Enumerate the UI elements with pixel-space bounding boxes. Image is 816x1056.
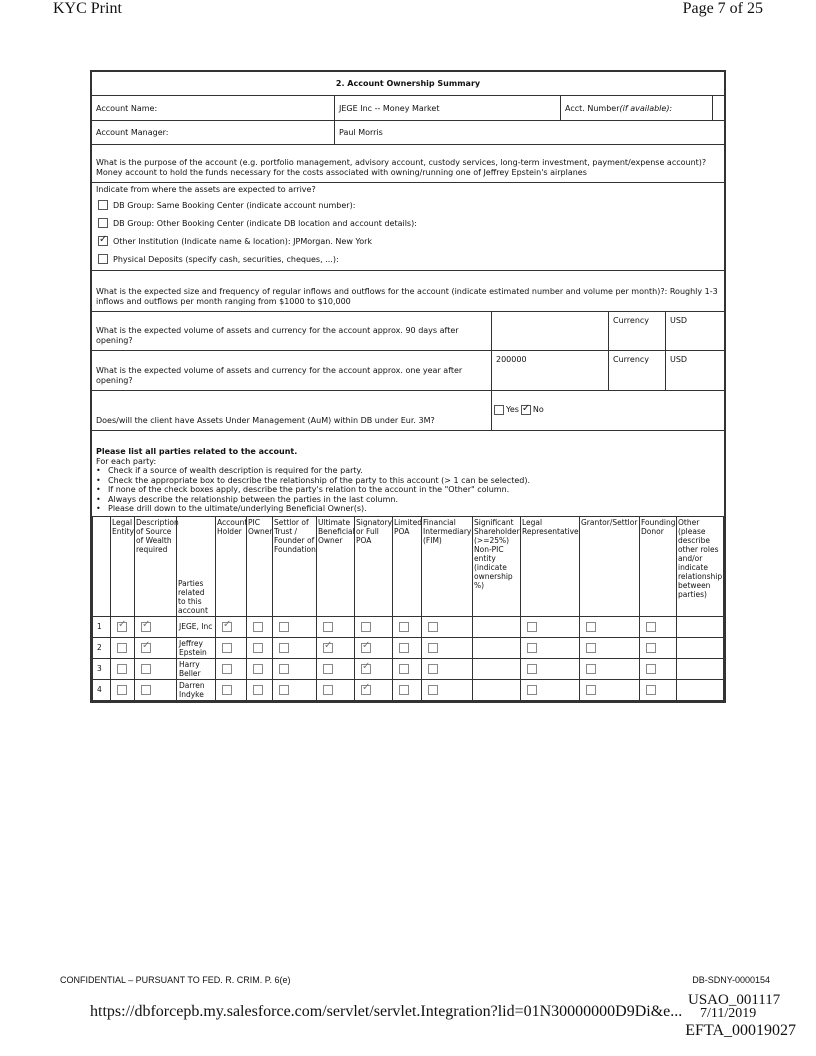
col-legal-rep: Legal Representative: [521, 516, 580, 616]
legal_rep-cell: [521, 616, 580, 637]
col-limited-poa: Limited POA: [393, 516, 422, 616]
checkbox[interactable]: [586, 643, 596, 653]
account_holder-cell: [216, 616, 247, 637]
checkbox[interactable]: [646, 643, 656, 653]
account-manager-row: [92, 121, 724, 145]
account-manager-label: Account Manager:: [92, 121, 335, 144]
checkbox[interactable]: [646, 685, 656, 695]
party-name: Harry Beller: [177, 658, 216, 679]
legal_rep-cell: [521, 658, 580, 679]
checkbox[interactable]: [361, 664, 371, 674]
asset-source-label: DB Group: Same Booking Center (indicate account number):: [113, 200, 356, 210]
checkbox[interactable]: [323, 664, 333, 674]
other-cell: [677, 679, 724, 700]
volume-1y-value[interactable]: 200000: [492, 351, 609, 390]
parties-intro: For each party:: [96, 456, 157, 466]
ubo-cell: [317, 658, 355, 679]
col-parties: Parties related to this account: [177, 516, 216, 616]
checkbox[interactable]: [141, 643, 151, 653]
volume-90-fields: [491, 312, 724, 350]
checkbox[interactable]: [646, 664, 656, 674]
pic_owner-cell: [247, 658, 273, 679]
row-number: 3: [93, 658, 111, 679]
checkbox[interactable]: [279, 643, 289, 653]
checkbox[interactable]: [399, 643, 409, 653]
legal_entity-cell: [111, 637, 135, 658]
settlor-cell: [273, 658, 317, 679]
efta-number: EFTA_00019027: [685, 1022, 796, 1039]
limited_poa-cell: [393, 679, 422, 700]
founding_donor-cell: [640, 658, 677, 679]
table-header-row: [93, 516, 724, 616]
checkbox[interactable]: [253, 643, 263, 653]
asset-source-same-booking[interactable]: [92, 196, 724, 214]
checkbox[interactable]: [323, 685, 333, 695]
party-name: JEGE, Inc: [177, 616, 216, 637]
checkbox[interactable]: [586, 685, 596, 695]
account_holder-cell: [216, 637, 247, 658]
checkbox[interactable]: [117, 664, 127, 674]
checkbox[interactable]: [117, 622, 127, 632]
shareholder-cell: [473, 616, 521, 637]
account-ownership-form: [90, 70, 726, 703]
volume-90-row: [92, 311, 724, 351]
ubo-cell: [317, 637, 355, 658]
aum-question: Does/will the client have Assets Under Management (AuM) within DB under Eur. 3M?: [96, 416, 435, 425]
asset-origin-row: [92, 183, 724, 271]
asset-source-other-booking[interactable]: [92, 214, 724, 232]
checkbox[interactable]: [141, 664, 151, 674]
instruction-item: • Check if a source of wealth description is required for the party.: [96, 466, 720, 476]
row-number: 4: [93, 679, 111, 700]
aum-yes-label: Yes: [506, 405, 519, 414]
col-shareholder: Significant Shareholder (>=25%) Non-PIC entity (indicate ownership %): [473, 516, 521, 616]
page-number: Page 7 of 25: [682, 0, 763, 17]
aum-options: [491, 391, 724, 430]
aum-no-label: No: [532, 405, 544, 414]
limited_poa-cell: [393, 658, 422, 679]
sow-cell: [135, 679, 177, 700]
checkbox[interactable]: [428, 685, 438, 695]
acct-number-label-text: Acct. Number: [565, 103, 620, 113]
col-legal-entity: Legal Entity: [111, 516, 135, 616]
checkbox[interactable]: [253, 664, 263, 674]
checkbox[interactable]: [323, 622, 333, 632]
instruction-item: • Please drill down to the ultimate/underlying Beneficial Owner(s).: [96, 504, 720, 514]
account-manager-value: Paul Morris: [339, 128, 383, 137]
legal_entity-cell: [111, 616, 135, 637]
volume-90-value[interactable]: [492, 312, 609, 350]
bates-number: DB-SDNY-0000154: [692, 975, 770, 985]
fim-cell: [422, 658, 473, 679]
col-pic-owner: PIC Owner: [247, 516, 273, 616]
checkbox[interactable]: [279, 664, 289, 674]
grantor-cell: [580, 658, 640, 679]
account-name-label: Account Name:: [92, 96, 335, 120]
grantor-cell: [580, 637, 640, 658]
pic_owner-cell: [247, 616, 273, 637]
account-name-row: [92, 96, 724, 121]
instruction-item: • If none of the check boxes apply, describe the party's relation to the account in the "Other" column.: [96, 485, 720, 495]
checkbox[interactable]: [253, 685, 263, 695]
aum-no-checkbox[interactable]: [521, 405, 531, 415]
table-row: [93, 637, 724, 658]
row-number: 2: [93, 637, 111, 658]
volume-90-currency-label: Currency: [609, 312, 666, 350]
grantor-cell: [580, 679, 640, 700]
purpose-question: What is the purpose of the account (e.g. portfolio management, advisory account, custody services, long-term investment, payment/expense account)? Money account to hold the funds necessary for the costs associated with owning/running one of Jeffrey Epstein's airplanes: [96, 158, 707, 177]
settlor-cell: [273, 616, 317, 637]
checkbox[interactable]: [399, 685, 409, 695]
party-name: Jeffrey Epstein: [177, 637, 216, 658]
founding_donor-cell: [640, 679, 677, 700]
checkbox[interactable]: [428, 664, 438, 674]
checkbox[interactable]: [141, 685, 151, 695]
col-account-holder: Account Holder: [216, 516, 247, 616]
instruction-item: • Check the appropriate box to describe the relationship of the party to this account (> 1 can be selected).: [96, 476, 720, 486]
checkbox[interactable]: [399, 622, 409, 632]
parties-instructions: [92, 431, 724, 516]
shareholder-cell: [473, 637, 521, 658]
volume-1y-question: What is the expected volume of assets and currency for the account approx. one year after opening?: [96, 366, 463, 385]
pic_owner-cell: [247, 679, 273, 700]
legal_rep-cell: [521, 679, 580, 700]
pic_owner-cell: [247, 637, 273, 658]
volume-1y-row: [92, 351, 724, 391]
checkbox[interactable]: [98, 254, 108, 264]
signatory-cell: [355, 637, 393, 658]
parties-table-body: [93, 616, 724, 700]
instruction-item: • Always describe the relationship between the parties in the last column.: [96, 495, 720, 505]
checkbox[interactable]: [527, 685, 537, 695]
fim-cell: [422, 637, 473, 658]
signatory-cell: [355, 616, 393, 637]
instructions-list: [96, 466, 720, 514]
checkbox[interactable]: [222, 664, 232, 674]
checkbox[interactable]: [98, 200, 108, 210]
checkbox[interactable]: [98, 218, 108, 228]
checkbox[interactable]: [428, 643, 438, 653]
checkbox[interactable]: [361, 622, 371, 632]
col-founding-donor: Founding Donor: [640, 516, 677, 616]
checkbox[interactable]: [98, 236, 108, 246]
asset-origin-question: Indicate from where the assets are expected to arrive?: [96, 185, 316, 194]
source-url: https://dbforcepb.my.salesforce.com/servlet/servlet.Integration?lid=01N30000000D9Di&e...: [90, 1003, 683, 1020]
parties-table: [92, 516, 724, 701]
checkbox[interactable]: [253, 622, 263, 632]
settlor-cell: [273, 679, 317, 700]
account-name-value: JEGE Inc -- Money Market: [335, 96, 561, 120]
asset-source-physical-deposits[interactable]: [92, 250, 724, 268]
col-fim: Financial Intermediary (FIM): [422, 516, 473, 616]
col-signatory: Signatory or Full POA: [355, 516, 393, 616]
col-num: [93, 516, 111, 616]
checkbox[interactable]: [527, 664, 537, 674]
col-other: Other (please describe other roles and/or indicate relationship between parties): [677, 516, 724, 616]
table-row: [93, 679, 724, 700]
volume-90-currency[interactable]: USD: [670, 316, 688, 325]
acct-number-label: [561, 96, 713, 120]
flows-row: [92, 271, 724, 311]
sow-cell: [135, 616, 177, 637]
asset-source-label: DB Group: Other Booking Center (indicate DB location and account details):: [113, 218, 417, 228]
table-row: [93, 658, 724, 679]
checkbox[interactable]: [361, 643, 371, 653]
checkbox[interactable]: [646, 622, 656, 632]
shareholder-cell: [473, 658, 521, 679]
founding_donor-cell: [640, 616, 677, 637]
col-ubo: Ultimate Beneficial Owner: [317, 516, 355, 616]
checkbox[interactable]: [361, 685, 371, 695]
legal_entity-cell: [111, 679, 135, 700]
section-title: 2. Account Ownership Summary: [92, 72, 724, 96]
checkbox[interactable]: [586, 622, 596, 632]
print-date: 7/11/2019: [700, 1006, 757, 1021]
fim-cell: [422, 679, 473, 700]
limited_poa-cell: [393, 637, 422, 658]
checkbox[interactable]: [222, 622, 232, 632]
aum-row: [92, 391, 724, 431]
checkbox[interactable]: [586, 664, 596, 674]
other-cell: [677, 616, 724, 637]
asset-source-label: Physical Deposits (specify cash, securities, cheques, ...):: [113, 254, 339, 264]
settlor-cell: [273, 637, 317, 658]
checkbox[interactable]: [141, 622, 151, 632]
legal_entity-cell: [111, 658, 135, 679]
fim-cell: [422, 616, 473, 637]
founding_donor-cell: [640, 637, 677, 658]
parties-title: Please list all parties related to the account.: [96, 447, 298, 456]
checkbox[interactable]: [323, 643, 333, 653]
col-source-of-wealth: Description of Source of Wealth required: [135, 516, 177, 616]
checkbox[interactable]: [279, 622, 289, 632]
checkbox[interactable]: [527, 622, 537, 632]
asset-source-other-institution[interactable]: [92, 232, 724, 250]
signatory-cell: [355, 679, 393, 700]
checkbox[interactable]: [527, 643, 537, 653]
checkbox[interactable]: [222, 643, 232, 653]
other-cell: [677, 658, 724, 679]
row-number: 1: [93, 616, 111, 637]
account_holder-cell: [216, 679, 247, 700]
grantor-cell: [580, 616, 640, 637]
checkbox[interactable]: [117, 643, 127, 653]
table-row: [93, 616, 724, 637]
other-cell: [677, 637, 724, 658]
checkbox[interactable]: [117, 685, 127, 695]
acct-number-label-italic: (if available):: [619, 103, 673, 113]
sow-cell: [135, 637, 177, 658]
ubo-cell: [317, 679, 355, 700]
ubo-cell: [317, 616, 355, 637]
volume-1y-fields: [491, 351, 724, 390]
asset-source-label: Other Institution (Indicate name & location): JPMorgan. New York: [113, 236, 373, 246]
checkbox[interactable]: [279, 685, 289, 695]
checkbox[interactable]: [222, 685, 232, 695]
sow-cell: [135, 658, 177, 679]
signatory-cell: [355, 658, 393, 679]
aum-yes-checkbox[interactable]: [494, 405, 504, 415]
col-settlor: Settlor of Trust / Founder of Foundation: [273, 516, 317, 616]
usao-number: USAO_001117: [688, 992, 781, 1008]
purpose-row: [92, 145, 724, 183]
volume-1y-currency-label: Currency: [609, 351, 666, 390]
volume-1y-currency[interactable]: USD: [670, 355, 688, 364]
acct-number-value: [713, 96, 724, 120]
shareholder-cell: [473, 679, 521, 700]
volume-90-question: What is the expected volume of assets and currency for the account approx. 90 days after opening?: [96, 326, 459, 345]
print-title: KYC Print: [53, 0, 122, 17]
party-name: Darren Indyke: [177, 679, 216, 700]
col-grantor: Grantor/Settlor: [580, 516, 640, 616]
checkbox[interactable]: [428, 622, 438, 632]
limited_poa-cell: [393, 616, 422, 637]
account_holder-cell: [216, 658, 247, 679]
legal_rep-cell: [521, 637, 580, 658]
checkbox[interactable]: [399, 664, 409, 674]
confidential-notice: CONFIDENTIAL – PURSUANT TO FED. R. CRIM. P. 6(e): [60, 975, 291, 985]
flows-question: What is the expected size and frequency of regular inflows and outflows for the account (indicate estimated number and volume per month)?: Roughly 1-3 inflows and outflows per month ranging from $1000 to $10,000: [96, 287, 718, 306]
